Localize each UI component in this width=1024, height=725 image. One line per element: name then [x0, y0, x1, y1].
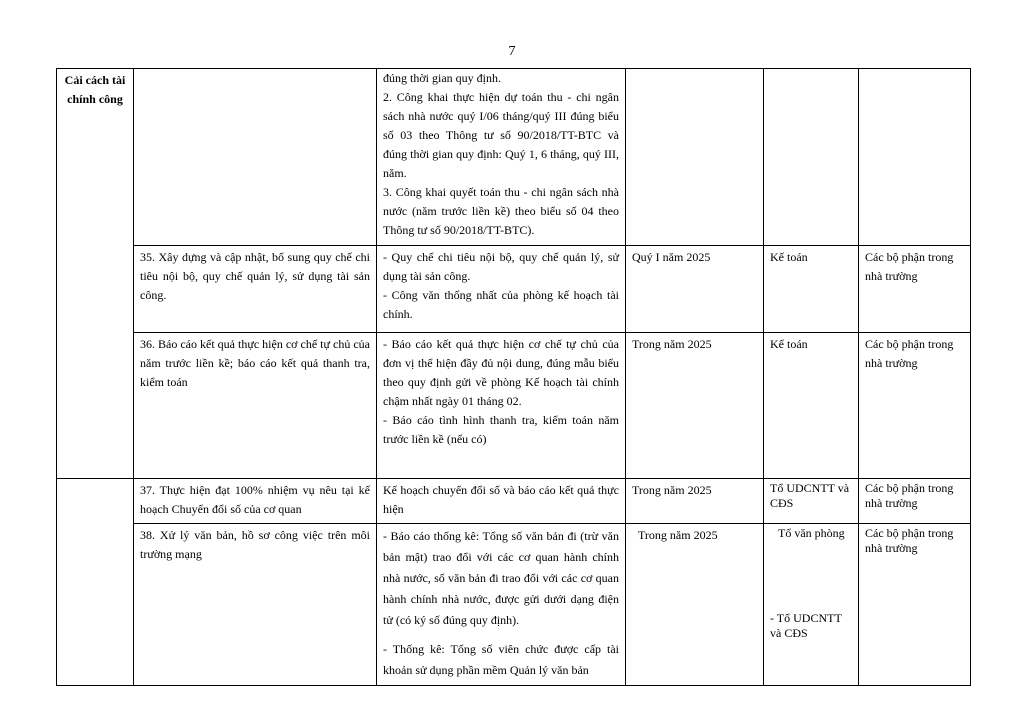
product-line: - Báo cáo tình hình thanh tra, kiểm toán năm trước liền kề (nếu có) — [383, 413, 619, 446]
product-line: - Báo cáo kết quả thực hiện cơ chế tự chủ của đơn vị thể hiện đầy đủ nội dung, đúng mẫu biểu theo quy định gửi về phòng Kế hoạch tài chính chậm nhất ngày 01 tháng 02. — [383, 337, 619, 408]
time-cell: Trong năm 2025 — [626, 524, 764, 686]
task-cell: 37. Thực hiện đạt 100% nhiệm vụ nêu tại kế hoạch Chuyển đổi số của cơ quan — [134, 479, 377, 524]
time-cell — [626, 69, 764, 246]
lead-cell — [764, 524, 859, 686]
task-cell: 36. Báo cáo kết quả thực hiện cơ chế tự chủ của năm trước liền kề; báo cáo kết quả thanh tra, kiểm toán — [134, 333, 377, 479]
coordinate-cell: Các bộ phận trong nhà trường — [859, 246, 971, 333]
products-cell — [377, 524, 626, 686]
coordinate-cell: Các bộ phận trong nhà trường — [859, 333, 971, 479]
product-line: Kế hoạch chuyển đổi số và báo cáo kết quả thực hiện — [383, 483, 619, 516]
product-line: 3. Công khai quyết toán thu - chi ngân sách nhà nước (năm trước liền kề) theo biểu số 04 theo Thông tư số 90/2018/TT-BTC). — [383, 185, 619, 237]
lead-line: Tổ văn phòng — [778, 526, 845, 540]
plan-table — [56, 68, 971, 686]
product-line: 2. Công khai thực hiện dự toán thu - chi ngân sách nhà nước quý I/06 tháng/quý III đúng biểu số 03 theo Thông tư số 90/2018/TT-BTC và đúng thời gian quy định: Quý 1, 6 tháng, quý III, năm. — [383, 90, 619, 180]
products-cell — [377, 69, 626, 246]
products-cell — [377, 479, 626, 524]
products-cell — [377, 333, 626, 479]
table-row — [57, 69, 971, 246]
time-cell: Trong năm 2025 — [626, 333, 764, 479]
lead-line: - Tổ UDCNTT và CĐS — [770, 611, 842, 640]
lead-cell: Kế toán — [764, 333, 859, 479]
coordinate-cell: Các bộ phận trong nhà trường — [859, 524, 971, 686]
product-line: - Công văn thống nhất của phòng kế hoạch tài chính. — [383, 288, 619, 321]
product-line: - Quy chế chi tiêu nội bộ, quy chế quản lý, sử dụng tài sản công. — [383, 250, 619, 283]
task-cell: 38. Xử lý văn bản, hồ sơ công việc trên môi trường mạng — [134, 524, 377, 686]
table-row — [57, 524, 971, 686]
page-number: 7 — [508, 44, 516, 59]
table-row — [57, 333, 971, 479]
group-label: Cải cách tài chính công — [57, 69, 134, 479]
product-line: - Báo cáo thống kê: Tổng số văn bản đi (trừ văn bản mật) trao đổi với các cơ quan hành chính nhà nước, số văn bản đi trao đổi với các cơ quan hành chính nhà nước, được gửi dưới dạng điện tử (có ký số đúng quy định). — [383, 529, 619, 627]
coordinate-cell: Các bộ phận trong nhà trường — [859, 479, 971, 524]
lead-cell: Tổ UDCNTT và CĐS — [764, 479, 859, 524]
coordinate-cell — [859, 69, 971, 246]
time-cell: Quý I năm 2025 — [626, 246, 764, 333]
time-cell: Trong năm 2025 — [626, 479, 764, 524]
table-row — [57, 246, 971, 333]
task-cell: 35. Xây dựng và cập nhật, bổ sung quy chế chi tiêu nội bộ, quy chế quản lý, sử dụng tài sản công. — [134, 246, 377, 333]
group-cell-empty — [57, 479, 134, 686]
task-cell — [134, 69, 377, 246]
product-line: đúng thời gian quy định. — [383, 71, 502, 85]
products-cell — [377, 246, 626, 333]
product-line: - Thống kê: Tổng số viên chức được cấp tài khoản sử dụng phần mềm Quản lý văn bản — [383, 642, 619, 677]
lead-cell — [764, 69, 859, 246]
table-row — [57, 479, 971, 524]
lead-cell: Kế toán — [764, 246, 859, 333]
